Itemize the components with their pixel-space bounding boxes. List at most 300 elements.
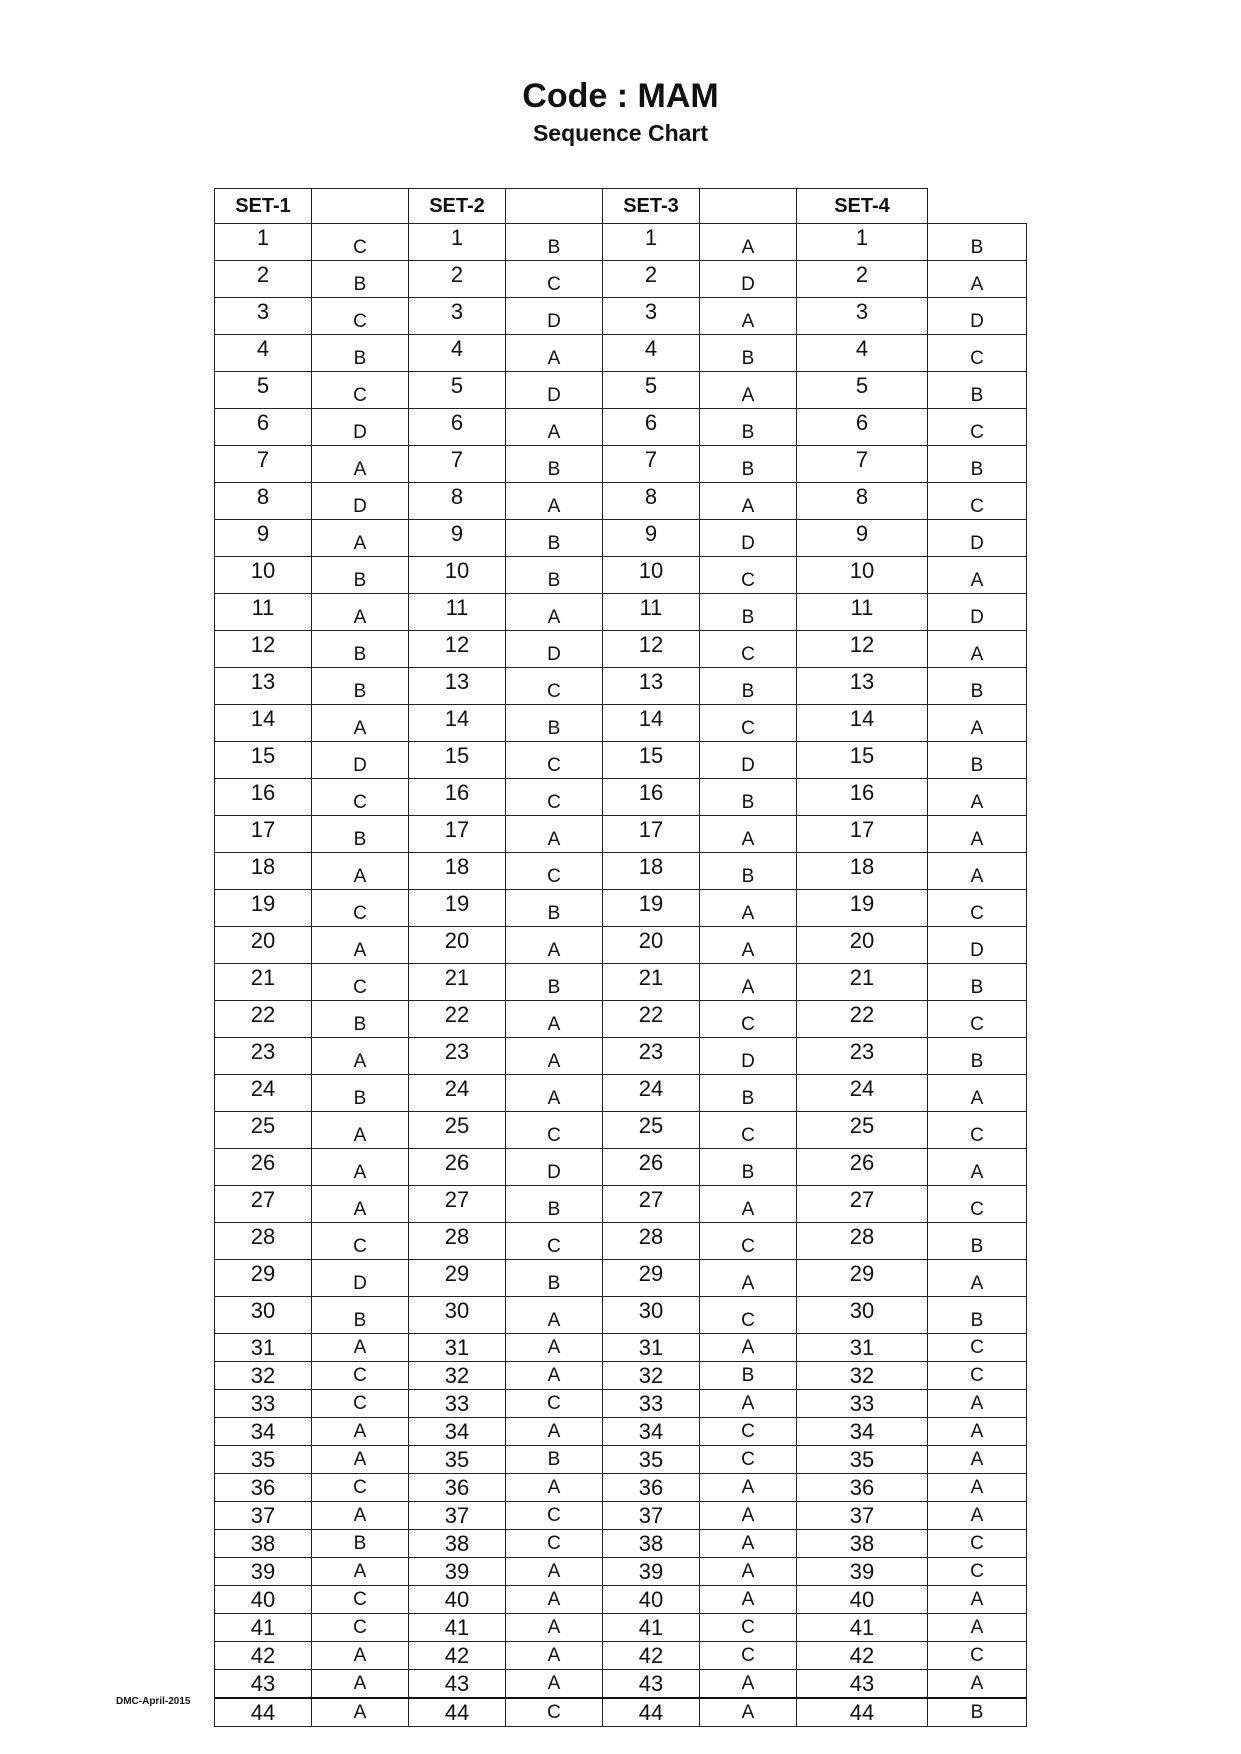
answer-cell: A: [928, 631, 1027, 668]
question-number-cell: 34: [215, 1418, 312, 1446]
question-number-cell: 9: [409, 520, 506, 557]
question-number-cell: 37: [409, 1502, 506, 1530]
question-number-cell: 7: [409, 446, 506, 483]
question-number-cell: 36: [215, 1474, 312, 1502]
answer-cell: A: [312, 446, 409, 483]
question-number-cell: 11: [603, 594, 700, 631]
question-number-cell: 29: [409, 1260, 506, 1297]
answer-cell: B: [506, 1186, 603, 1223]
answer-cell: B: [928, 1038, 1027, 1075]
answer-cell: B: [312, 631, 409, 668]
table-row: [215, 1642, 1027, 1670]
question-number-cell: 32: [409, 1362, 506, 1390]
question-number-cell: 24: [409, 1075, 506, 1112]
answer-cell: C: [700, 1642, 797, 1670]
question-number-cell: 43: [603, 1670, 700, 1699]
question-number-cell: 22: [797, 1001, 928, 1038]
answer-cell: C: [928, 890, 1027, 927]
answer-cell: B: [312, 261, 409, 298]
table-row: [215, 1390, 1027, 1418]
question-number-cell: 23: [409, 1038, 506, 1075]
answer-cell: B: [312, 335, 409, 372]
question-number-cell: 21: [797, 964, 928, 1001]
table-row: [215, 1112, 1027, 1149]
answer-cell: C: [928, 1001, 1027, 1038]
question-number-cell: 26: [409, 1149, 506, 1186]
question-number-cell: 19: [409, 890, 506, 927]
answer-cell: A: [700, 816, 797, 853]
answer-cell: A: [700, 1334, 797, 1362]
answer-cell: B: [700, 1362, 797, 1390]
question-number-cell: 40: [215, 1586, 312, 1614]
answer-cell: B: [928, 446, 1027, 483]
question-number-cell: 19: [215, 890, 312, 927]
question-number-cell: 20: [215, 927, 312, 964]
answer-cell: C: [312, 890, 409, 927]
question-number-cell: 16: [215, 779, 312, 816]
answer-cell: A: [312, 594, 409, 631]
question-number-cell: 30: [797, 1297, 928, 1334]
answer-cell: B: [312, 668, 409, 705]
set-3-answer-header: [700, 189, 797, 224]
question-number-cell: 38: [603, 1530, 700, 1558]
question-number-cell: 6: [797, 409, 928, 446]
answer-cell: D: [700, 261, 797, 298]
answer-cell: D: [312, 1260, 409, 1297]
table-row: [215, 1446, 1027, 1474]
answer-cell: C: [506, 668, 603, 705]
answer-cell: A: [506, 483, 603, 520]
question-number-cell: 40: [603, 1586, 700, 1614]
question-number-cell: 9: [797, 520, 928, 557]
answer-cell: A: [928, 1418, 1027, 1446]
answer-cell: D: [928, 594, 1027, 631]
question-number-cell: 5: [409, 372, 506, 409]
answer-cell: B: [928, 1223, 1027, 1260]
question-number-cell: 22: [603, 1001, 700, 1038]
table-row: [215, 1038, 1027, 1075]
table-row: [215, 1530, 1027, 1558]
answer-cell: C: [312, 1223, 409, 1260]
question-number-cell: 33: [603, 1390, 700, 1418]
answer-cell: A: [506, 335, 603, 372]
question-number-cell: 30: [215, 1297, 312, 1334]
answer-cell: A: [312, 1186, 409, 1223]
answer-cell: A: [312, 1112, 409, 1149]
answer-cell: D: [506, 298, 603, 335]
answer-cell: B: [700, 335, 797, 372]
answer-cell: B: [312, 1075, 409, 1112]
answer-cell: B: [506, 557, 603, 594]
answer-cell: C: [700, 1223, 797, 1260]
question-number-cell: 14: [603, 705, 700, 742]
answer-cell: B: [700, 1075, 797, 1112]
answer-cell: B: [700, 1149, 797, 1186]
table-row: [215, 1586, 1027, 1614]
answer-cell: C: [928, 1186, 1027, 1223]
question-number-cell: 37: [215, 1502, 312, 1530]
question-number-cell: 24: [215, 1075, 312, 1112]
question-number-cell: 9: [215, 520, 312, 557]
answer-cell: A: [312, 1038, 409, 1075]
question-number-cell: 44: [603, 1698, 700, 1727]
question-number-cell: 43: [215, 1670, 312, 1699]
table-row: [215, 335, 1027, 372]
answer-cell: B: [928, 742, 1027, 779]
answer-cell: D: [506, 372, 603, 409]
answer-cell: A: [312, 1502, 409, 1530]
question-number-cell: 38: [215, 1530, 312, 1558]
answer-cell: A: [700, 1558, 797, 1586]
question-number-cell: 3: [409, 298, 506, 335]
question-number-cell: 27: [215, 1186, 312, 1223]
answer-cell: A: [700, 1390, 797, 1418]
answer-cell: C: [312, 224, 409, 261]
set-4-header: SET-4: [797, 189, 928, 224]
question-number-cell: 7: [215, 446, 312, 483]
answer-cell: B: [506, 224, 603, 261]
question-number-cell: 6: [409, 409, 506, 446]
question-number-cell: 33: [409, 1390, 506, 1418]
question-number-cell: 40: [797, 1586, 928, 1614]
answer-cell: A: [928, 1390, 1027, 1418]
answer-cell: A: [700, 372, 797, 409]
question-number-cell: 20: [603, 927, 700, 964]
answer-cell: A: [506, 1297, 603, 1334]
question-number-cell: 3: [215, 298, 312, 335]
table-row: [215, 409, 1027, 446]
answer-cell: A: [506, 1001, 603, 1038]
question-number-cell: 8: [409, 483, 506, 520]
answer-cell: C: [928, 1642, 1027, 1670]
answer-cell: D: [700, 1038, 797, 1075]
answer-cell: B: [928, 1297, 1027, 1334]
answer-cell: C: [506, 1223, 603, 1260]
answer-cell: B: [700, 409, 797, 446]
question-number-cell: 10: [409, 557, 506, 594]
answer-cell: A: [506, 594, 603, 631]
table-row: [215, 483, 1027, 520]
question-number-cell: 35: [215, 1446, 312, 1474]
question-number-cell: 26: [603, 1149, 700, 1186]
question-number-cell: 17: [603, 816, 700, 853]
question-number-cell: 2: [215, 261, 312, 298]
table-row: [215, 1186, 1027, 1223]
set-1-answer-header: [312, 189, 409, 224]
question-number-cell: 15: [603, 742, 700, 779]
question-number-cell: 41: [409, 1614, 506, 1642]
table-row: [215, 964, 1027, 1001]
question-number-cell: 29: [797, 1260, 928, 1297]
question-number-cell: 17: [409, 816, 506, 853]
answer-cell: A: [506, 1642, 603, 1670]
answer-cell: C: [312, 1390, 409, 1418]
question-number-cell: 44: [215, 1698, 312, 1727]
question-number-cell: 13: [797, 668, 928, 705]
answer-cell: A: [700, 1670, 797, 1699]
answer-cell: D: [312, 483, 409, 520]
question-number-cell: 2: [603, 261, 700, 298]
answer-cell: B: [506, 520, 603, 557]
question-number-cell: 11: [409, 594, 506, 631]
question-number-cell: 35: [603, 1446, 700, 1474]
question-number-cell: 33: [797, 1390, 928, 1418]
question-number-cell: 36: [797, 1474, 928, 1502]
question-number-cell: 27: [603, 1186, 700, 1223]
answer-cell: C: [700, 1614, 797, 1642]
table-row: [215, 742, 1027, 779]
answer-cell: A: [312, 1446, 409, 1474]
answer-cell: C: [700, 705, 797, 742]
question-number-cell: 1: [797, 224, 928, 261]
answer-cell: A: [700, 298, 797, 335]
answer-cell: C: [506, 1502, 603, 1530]
question-number-cell: 9: [603, 520, 700, 557]
answer-cell: A: [506, 409, 603, 446]
question-number-cell: 21: [409, 964, 506, 1001]
set-2-answer-header: [506, 189, 603, 224]
answer-cell: A: [312, 853, 409, 890]
table-row: [215, 927, 1027, 964]
question-number-cell: 32: [215, 1362, 312, 1390]
question-number-cell: 17: [797, 816, 928, 853]
question-number-cell: 44: [409, 1698, 506, 1727]
question-number-cell: 15: [797, 742, 928, 779]
table-row: [215, 1075, 1027, 1112]
question-number-cell: 1: [215, 224, 312, 261]
question-number-cell: 37: [797, 1502, 928, 1530]
answer-cell: C: [312, 964, 409, 1001]
question-number-cell: 17: [215, 816, 312, 853]
question-number-cell: 29: [603, 1260, 700, 1297]
answer-cell: C: [928, 1362, 1027, 1390]
question-number-cell: 10: [797, 557, 928, 594]
sequence-chart-table: [214, 188, 1027, 1727]
question-number-cell: 18: [797, 853, 928, 890]
question-number-cell: 12: [603, 631, 700, 668]
table-row: [215, 1614, 1027, 1642]
answer-cell: A: [312, 1670, 409, 1699]
question-number-cell: 40: [409, 1586, 506, 1614]
question-number-cell: 43: [797, 1670, 928, 1699]
header-row: [215, 189, 1027, 224]
answer-cell: C: [312, 779, 409, 816]
question-number-cell: 31: [215, 1334, 312, 1362]
question-number-cell: 8: [603, 483, 700, 520]
answer-cell: C: [928, 409, 1027, 446]
question-number-cell: 13: [603, 668, 700, 705]
table-row: [215, 520, 1027, 557]
question-number-cell: 30: [409, 1297, 506, 1334]
question-number-cell: 12: [215, 631, 312, 668]
answer-cell: D: [312, 742, 409, 779]
question-number-cell: 15: [215, 742, 312, 779]
answer-cell: A: [700, 1586, 797, 1614]
answer-cell: D: [928, 520, 1027, 557]
chart-body: [215, 224, 1027, 1727]
answer-cell: A: [928, 705, 1027, 742]
question-number-cell: 18: [603, 853, 700, 890]
question-number-cell: 19: [797, 890, 928, 927]
question-number-cell: 28: [409, 1223, 506, 1260]
answer-cell: A: [700, 1186, 797, 1223]
question-number-cell: 37: [603, 1502, 700, 1530]
table-row: [215, 372, 1027, 409]
question-number-cell: 39: [409, 1558, 506, 1586]
answer-cell: C: [506, 1390, 603, 1418]
answer-cell: A: [506, 1334, 603, 1362]
question-number-cell: 19: [603, 890, 700, 927]
answer-cell: B: [506, 1446, 603, 1474]
table-row: [215, 853, 1027, 890]
answer-cell: C: [928, 335, 1027, 372]
question-number-cell: 27: [409, 1186, 506, 1223]
question-number-cell: 16: [797, 779, 928, 816]
answer-cell: D: [312, 409, 409, 446]
answer-cell: B: [928, 1698, 1027, 1727]
question-number-cell: 1: [603, 224, 700, 261]
table-row: [215, 1149, 1027, 1186]
answer-cell: A: [506, 1586, 603, 1614]
table-row: [215, 1260, 1027, 1297]
answer-cell: A: [312, 1642, 409, 1670]
answer-cell: C: [700, 1112, 797, 1149]
answer-cell: C: [700, 1418, 797, 1446]
question-number-cell: 3: [797, 298, 928, 335]
question-number-cell: 5: [797, 372, 928, 409]
question-number-cell: 5: [603, 372, 700, 409]
question-number-cell: 13: [215, 668, 312, 705]
question-number-cell: 29: [215, 1260, 312, 1297]
question-number-cell: 25: [603, 1112, 700, 1149]
answer-cell: B: [700, 668, 797, 705]
answer-cell: A: [700, 890, 797, 927]
question-number-cell: 2: [797, 261, 928, 298]
answer-cell: C: [700, 631, 797, 668]
answer-cell: A: [312, 1334, 409, 1362]
answer-cell: B: [506, 890, 603, 927]
answer-cell: A: [700, 1698, 797, 1727]
question-number-cell: 6: [603, 409, 700, 446]
table-row: [215, 631, 1027, 668]
answer-cell: A: [700, 1260, 797, 1297]
set-1-header: SET-1: [215, 189, 312, 224]
question-number-cell: 35: [797, 1446, 928, 1474]
answer-cell: B: [312, 557, 409, 594]
answer-cell: C: [506, 1112, 603, 1149]
answer-cell: A: [700, 224, 797, 261]
question-number-cell: 31: [603, 1334, 700, 1362]
answer-cell: A: [928, 1075, 1027, 1112]
question-number-cell: 39: [603, 1558, 700, 1586]
question-number-cell: 4: [215, 335, 312, 372]
question-number-cell: 7: [797, 446, 928, 483]
question-number-cell: 5: [215, 372, 312, 409]
question-number-cell: 23: [797, 1038, 928, 1075]
question-number-cell: 3: [603, 298, 700, 335]
answer-cell: C: [700, 1297, 797, 1334]
answer-cell: A: [928, 1260, 1027, 1297]
question-number-cell: 1: [409, 224, 506, 261]
answer-cell: A: [928, 1446, 1027, 1474]
question-number-cell: 22: [409, 1001, 506, 1038]
question-number-cell: 33: [215, 1390, 312, 1418]
question-number-cell: 42: [797, 1642, 928, 1670]
question-number-cell: 10: [603, 557, 700, 594]
question-number-cell: 20: [797, 927, 928, 964]
page-subtitle: Sequence Chart: [532, 120, 709, 146]
answer-cell: A: [700, 1474, 797, 1502]
question-number-cell: 35: [409, 1446, 506, 1474]
question-number-cell: 34: [603, 1418, 700, 1446]
question-number-cell: 4: [409, 335, 506, 372]
question-number-cell: 18: [215, 853, 312, 890]
answer-cell: A: [506, 1474, 603, 1502]
question-number-cell: 27: [797, 1186, 928, 1223]
table-row: [215, 1223, 1027, 1260]
question-number-cell: 11: [215, 594, 312, 631]
table-row: [215, 446, 1027, 483]
table-row: [215, 890, 1027, 927]
answer-cell: B: [312, 816, 409, 853]
answer-cell: A: [312, 520, 409, 557]
answer-cell: B: [700, 779, 797, 816]
question-number-cell: 42: [215, 1642, 312, 1670]
table-row: [215, 557, 1027, 594]
table-row: [215, 1001, 1027, 1038]
answer-cell: A: [506, 927, 603, 964]
table-row: [215, 1418, 1027, 1446]
answer-cell: B: [928, 372, 1027, 409]
answer-cell: B: [928, 668, 1027, 705]
answer-cell: B: [312, 1001, 409, 1038]
answer-cell: C: [506, 1698, 603, 1727]
question-number-cell: 16: [603, 779, 700, 816]
question-number-cell: 25: [409, 1112, 506, 1149]
question-number-cell: 32: [797, 1362, 928, 1390]
answer-cell: C: [312, 1362, 409, 1390]
question-number-cell: 16: [409, 779, 506, 816]
answer-cell: A: [928, 779, 1027, 816]
answer-cell: A: [928, 1474, 1027, 1502]
answer-cell: A: [506, 1418, 603, 1446]
question-number-cell: 11: [797, 594, 928, 631]
question-number-cell: 39: [215, 1558, 312, 1586]
question-number-cell: 30: [603, 1297, 700, 1334]
table-row: [215, 261, 1027, 298]
answer-cell: C: [506, 742, 603, 779]
question-number-cell: 24: [603, 1075, 700, 1112]
answer-cell: C: [700, 1001, 797, 1038]
answer-cell: D: [506, 1149, 603, 1186]
answer-cell: C: [312, 1614, 409, 1642]
question-number-cell: 20: [409, 927, 506, 964]
answer-cell: B: [928, 964, 1027, 1001]
question-number-cell: 12: [409, 631, 506, 668]
table-row: [215, 1502, 1027, 1530]
question-number-cell: 41: [797, 1614, 928, 1642]
answer-cell: C: [506, 779, 603, 816]
answer-cell: D: [928, 298, 1027, 335]
question-number-cell: 7: [603, 446, 700, 483]
table-row: [215, 779, 1027, 816]
question-number-cell: 39: [797, 1558, 928, 1586]
table-row: [215, 298, 1027, 335]
answer-cell: D: [506, 631, 603, 668]
table-row: [215, 1558, 1027, 1586]
answer-cell: D: [700, 520, 797, 557]
question-number-cell: 6: [215, 409, 312, 446]
